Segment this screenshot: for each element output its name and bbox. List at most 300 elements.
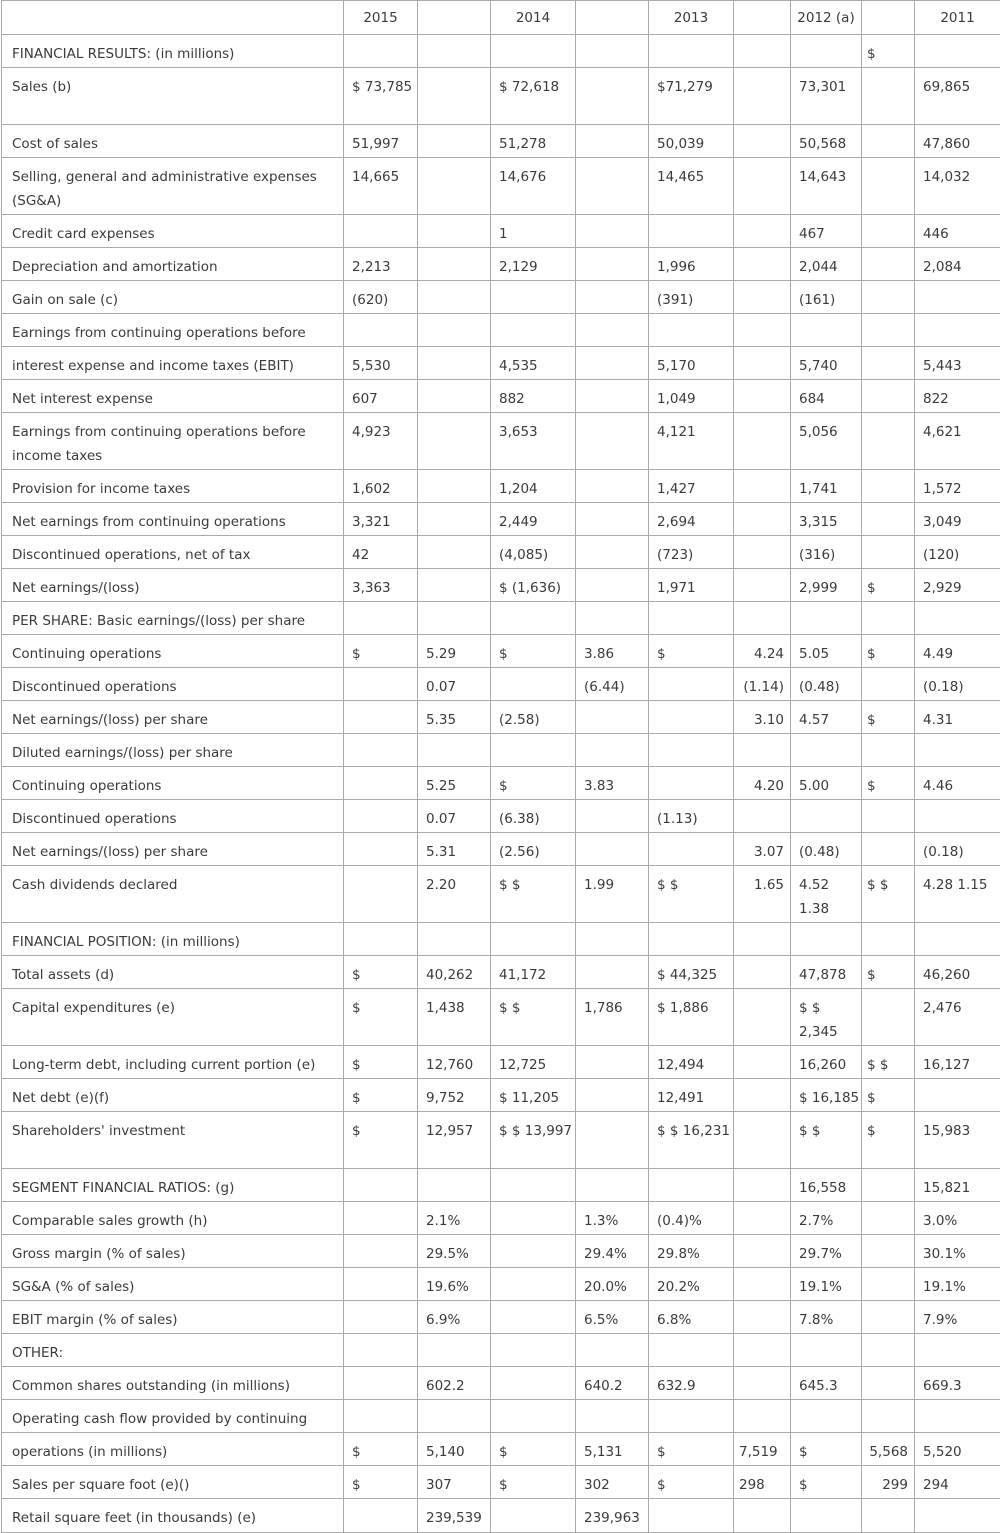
table-cell: 29.4% [576, 1235, 649, 1268]
table-cell [649, 767, 734, 800]
table-cell: $ [344, 989, 418, 1046]
table-cell [491, 1499, 576, 1533]
table-cell [915, 734, 1000, 767]
table-cell [862, 68, 915, 125]
table-cell [418, 1169, 491, 1202]
table-cell [649, 833, 734, 866]
table-cell [734, 68, 791, 125]
table-cell: 446 [915, 215, 1000, 248]
table-cell [418, 380, 491, 413]
table-cell: 239,539 [418, 1499, 491, 1533]
table-cell [418, 125, 491, 158]
table-cell: 2,084 [915, 248, 1000, 281]
table-cell: 7.9% [915, 1301, 1000, 1334]
table-cell [491, 668, 576, 701]
table-cell: 14,643 [791, 158, 862, 215]
table-cell [734, 1301, 791, 1334]
table-cell: 7,519 [734, 1433, 791, 1466]
table-cell [649, 35, 734, 68]
table-cell [734, 1499, 791, 1533]
table-row [2, 569, 1000, 602]
table-cell: $ [649, 1433, 734, 1466]
table-cell: $71,279 [649, 68, 734, 125]
table-cell [344, 1268, 418, 1301]
table-cell: 0.07 [418, 668, 491, 701]
table-cell: 6.9% [418, 1301, 491, 1334]
table-cell: 3,363 [344, 569, 418, 602]
table-cell [862, 1367, 915, 1400]
table-cell [418, 1400, 491, 1433]
table-cell [491, 1268, 576, 1301]
table-cell: $ [791, 1433, 862, 1466]
table-cell: 1,204 [491, 470, 576, 503]
table-cell: $ $ [862, 1046, 915, 1079]
table-cell: 12,491 [649, 1079, 734, 1112]
table-cell [734, 734, 791, 767]
table-cell: 4.28 1.15 [915, 866, 1000, 923]
table-cell: 645.3 [791, 1367, 862, 1400]
table-cell [862, 248, 915, 281]
table-cell: 5.31 [418, 833, 491, 866]
table-cell: 3.0% [915, 1202, 1000, 1235]
header-cell: 2015 [344, 1, 418, 35]
table-cell: 51,278 [491, 125, 576, 158]
table-cell: 882 [491, 380, 576, 413]
table-cell [576, 1334, 649, 1367]
table-cell [734, 125, 791, 158]
table-cell [649, 1400, 734, 1433]
table-cell [491, 602, 576, 635]
table-cell: 6.5% [576, 1301, 649, 1334]
row-label: Comparable sales growth (h) [2, 1202, 344, 1235]
table-cell [576, 536, 649, 569]
table-cell [734, 248, 791, 281]
table-cell [734, 1235, 791, 1268]
row-label: Gross margin (% of sales) [2, 1235, 344, 1268]
table-cell: 1,741 [791, 470, 862, 503]
row-label: operations (in millions) [2, 1433, 344, 1466]
table-cell: 632.9 [649, 1367, 734, 1400]
table-cell [649, 215, 734, 248]
table-cell [734, 470, 791, 503]
table-cell [576, 158, 649, 215]
table-row [2, 1169, 1000, 1202]
table-cell: (0.18) [915, 833, 1000, 866]
table-cell: 4.52 1.38 [791, 866, 862, 923]
table-cell: $ [862, 569, 915, 602]
row-label: Total assets (d) [2, 956, 344, 989]
row-label: Earnings from continuing operations before income taxes [2, 413, 344, 470]
table-cell [734, 281, 791, 314]
row-label: Cash dividends declared [2, 866, 344, 923]
row-label: Diluted earnings/(loss) per share [2, 734, 344, 767]
row-label: SEGMENT FINANCIAL RATIOS: (g) [2, 1169, 344, 1202]
table-cell: 2,999 [791, 569, 862, 602]
table-cell [862, 1301, 915, 1334]
table-cell [418, 602, 491, 635]
table-cell [791, 314, 862, 347]
table-cell: 15,821 [915, 1169, 1000, 1202]
table-cell: 1,996 [649, 248, 734, 281]
table-cell: $ [344, 1433, 418, 1466]
row-label: Net interest expense [2, 380, 344, 413]
table-cell [576, 569, 649, 602]
table-cell: 1.65 [734, 866, 791, 923]
table-cell: $ 73,785 [344, 68, 418, 125]
table-cell: $ [491, 767, 576, 800]
table-cell [649, 1334, 734, 1367]
row-label: Continuing operations [2, 767, 344, 800]
table-cell [576, 923, 649, 956]
table-cell [862, 1235, 915, 1268]
table-cell: 2.1% [418, 1202, 491, 1235]
table-cell [734, 569, 791, 602]
table-row [2, 602, 1000, 635]
table-cell [418, 734, 491, 767]
table-cell [862, 734, 915, 767]
table-cell: 3,315 [791, 503, 862, 536]
table-cell: 16,558 [791, 1169, 862, 1202]
table-cell [344, 1367, 418, 1400]
table-cell [418, 1334, 491, 1367]
table-cell [491, 281, 576, 314]
table-cell: 5.05 [791, 635, 862, 668]
table-row [2, 1301, 1000, 1334]
table-row [2, 413, 1000, 470]
row-label: Sales (b) [2, 68, 344, 125]
table-cell: 4,121 [649, 413, 734, 470]
table-cell [576, 281, 649, 314]
table-cell [734, 1169, 791, 1202]
table-cell [576, 1112, 649, 1169]
table-cell [418, 215, 491, 248]
table-cell: 5,140 [418, 1433, 491, 1466]
table-cell [418, 569, 491, 602]
table-cell: $ $ 16,231 [649, 1112, 734, 1169]
table-cell [734, 1400, 791, 1433]
table-cell [344, 1400, 418, 1433]
table-cell [734, 1079, 791, 1112]
table-cell: 640.2 [576, 1367, 649, 1400]
table-row [2, 380, 1000, 413]
table-cell [734, 602, 791, 635]
table-cell [491, 1367, 576, 1400]
table-row [2, 1400, 1000, 1433]
table-cell [734, 314, 791, 347]
table-cell: $ [862, 35, 915, 68]
table-cell [862, 215, 915, 248]
table-cell: $ 1,886 [649, 989, 734, 1046]
table-cell [344, 1334, 418, 1367]
table-cell: 1 [491, 215, 576, 248]
table-cell: $ [862, 767, 915, 800]
table-cell [576, 1046, 649, 1079]
table-cell [418, 536, 491, 569]
table-cell: (6.44) [576, 668, 649, 701]
table-cell: 19.6% [418, 1268, 491, 1301]
table-cell: 2,129 [491, 248, 576, 281]
table-cell: 4.57 [791, 701, 862, 734]
table-cell: 50,568 [791, 125, 862, 158]
table-cell: 4.24 [734, 635, 791, 668]
table-cell [791, 1334, 862, 1367]
table-cell [791, 602, 862, 635]
table-row [2, 215, 1000, 248]
table-cell: $ [344, 1046, 418, 1079]
row-label: Net earnings/(loss) [2, 569, 344, 602]
table-cell [576, 215, 649, 248]
table-cell: $ [649, 1466, 734, 1499]
table-cell [491, 1202, 576, 1235]
table-cell [344, 1235, 418, 1268]
table-cell [649, 1169, 734, 1202]
table-cell [915, 602, 1000, 635]
table-cell [862, 413, 915, 470]
table-cell: 3.10 [734, 701, 791, 734]
table-cell [915, 314, 1000, 347]
table-cell: 299 [862, 1466, 915, 1499]
table-cell: 46,260 [915, 956, 1000, 989]
table-cell: (0.18) [915, 668, 1000, 701]
table-cell: $ [491, 635, 576, 668]
table-cell: 19.1% [791, 1268, 862, 1301]
table-cell [915, 1079, 1000, 1112]
table-cell: 5.25 [418, 767, 491, 800]
table-row [2, 281, 1000, 314]
table-row [2, 248, 1000, 281]
row-label: Net earnings/(loss) per share [2, 833, 344, 866]
table-cell [915, 923, 1000, 956]
table-cell [734, 347, 791, 380]
table-cell [576, 380, 649, 413]
row-label: Discontinued operations [2, 668, 344, 701]
table-cell [791, 1400, 862, 1433]
table-cell: 14,032 [915, 158, 1000, 215]
row-label: Selling, general and administrative expenses (SG&A) [2, 158, 344, 215]
table-cell: 1,572 [915, 470, 1000, 503]
table-cell: 3.83 [576, 767, 649, 800]
table-cell: (1.13) [649, 800, 734, 833]
table-cell [734, 923, 791, 956]
table-cell: $ [862, 1079, 915, 1112]
table-cell [734, 800, 791, 833]
table-cell: 29.5% [418, 1235, 491, 1268]
table-cell: 12,725 [491, 1046, 576, 1079]
row-label: interest expense and income taxes (EBIT) [2, 347, 344, 380]
table-row [2, 503, 1000, 536]
table-cell [734, 1046, 791, 1079]
table-cell: (620) [344, 281, 418, 314]
table-cell [344, 602, 418, 635]
table-cell: (2.56) [491, 833, 576, 866]
table-row [2, 956, 1000, 989]
table-cell: 1,786 [576, 989, 649, 1046]
table-cell: 2.20 [418, 866, 491, 923]
table-cell: 302 [576, 1466, 649, 1499]
row-label: Gain on sale (c) [2, 281, 344, 314]
table-row [2, 1334, 1000, 1367]
table-cell [862, 1334, 915, 1367]
table-row [2, 347, 1000, 380]
table-cell: 684 [791, 380, 862, 413]
table-cell [576, 68, 649, 125]
table-cell [734, 215, 791, 248]
table-cell: $ [862, 635, 915, 668]
table-cell [344, 767, 418, 800]
table-cell [734, 989, 791, 1046]
table-cell: 14,676 [491, 158, 576, 215]
row-label: Net debt (e)(f) [2, 1079, 344, 1112]
table-row [2, 1268, 1000, 1301]
table-cell [491, 35, 576, 68]
table-cell [418, 503, 491, 536]
table-cell [791, 35, 862, 68]
table-cell [734, 956, 791, 989]
table-cell [862, 536, 915, 569]
table-cell: 298 [734, 1466, 791, 1499]
table-cell [734, 1367, 791, 1400]
table-cell: $ [862, 1112, 915, 1169]
table-cell: 47,860 [915, 125, 1000, 158]
table-cell [418, 158, 491, 215]
table-cell [576, 314, 649, 347]
table-cell: 40,262 [418, 956, 491, 989]
row-label: Credit card expenses [2, 215, 344, 248]
table-cell: 4.49 [915, 635, 1000, 668]
table-cell: 3.07 [734, 833, 791, 866]
table-cell: 822 [915, 380, 1000, 413]
table-row [2, 1079, 1000, 1112]
table-cell [862, 800, 915, 833]
table-row [2, 1046, 1000, 1079]
row-label: Common shares outstanding (in millions) [2, 1367, 344, 1400]
row-label: Sales per square foot (e)() [2, 1466, 344, 1499]
table-row [2, 866, 1000, 923]
table-cell: $ [344, 1112, 418, 1169]
table-cell [915, 1499, 1000, 1533]
table-cell: 4,923 [344, 413, 418, 470]
table-cell: 2,213 [344, 248, 418, 281]
table-cell: 16,260 [791, 1046, 862, 1079]
table-cell [734, 1334, 791, 1367]
table-cell: 2,929 [915, 569, 1000, 602]
table-cell [862, 158, 915, 215]
table-cell [862, 1169, 915, 1202]
row-label: Net earnings/(loss) per share [2, 701, 344, 734]
table-cell [915, 1334, 1000, 1367]
table-cell: 5.29 [418, 635, 491, 668]
table-cell: $ (1,636) [491, 569, 576, 602]
table-cell [576, 413, 649, 470]
table-row [2, 1466, 1000, 1499]
table-cell [649, 602, 734, 635]
table-cell [862, 470, 915, 503]
table-cell: 5,056 [791, 413, 862, 470]
table-cell [862, 125, 915, 158]
table-cell [344, 923, 418, 956]
table-cell [576, 602, 649, 635]
table-row [2, 1112, 1000, 1169]
table-cell: 50,039 [649, 125, 734, 158]
table-cell [418, 347, 491, 380]
table-cell: 5,520 [915, 1433, 1000, 1466]
table-cell: $ 44,325 [649, 956, 734, 989]
table-cell: 73,301 [791, 68, 862, 125]
table-cell [862, 380, 915, 413]
row-label: Earnings from continuing operations before [2, 314, 344, 347]
table-cell [576, 1400, 649, 1433]
table-cell: 2,044 [791, 248, 862, 281]
table-cell: $ [344, 635, 418, 668]
table-cell [915, 800, 1000, 833]
table-cell [576, 800, 649, 833]
row-label: Discontinued operations [2, 800, 344, 833]
table-cell: 42 [344, 536, 418, 569]
table-cell: 5,568 [862, 1433, 915, 1466]
table-cell [344, 866, 418, 923]
table-cell [734, 35, 791, 68]
table-row [2, 923, 1000, 956]
table-cell [344, 1301, 418, 1334]
table-cell: $ 72,618 [491, 68, 576, 125]
table-cell [791, 923, 862, 956]
table-cell [915, 281, 1000, 314]
table-cell: $ [491, 1433, 576, 1466]
table-row [2, 1433, 1000, 1466]
table-cell [418, 281, 491, 314]
table-cell [418, 68, 491, 125]
table-cell [344, 668, 418, 701]
table-cell: 5,530 [344, 347, 418, 380]
table-cell [491, 314, 576, 347]
table-cell: 4.46 [915, 767, 1000, 800]
table-cell [344, 1499, 418, 1533]
table-cell: 2.7% [791, 1202, 862, 1235]
table-cell [915, 1400, 1000, 1433]
table-cell: 41,172 [491, 956, 576, 989]
table-cell: 15,983 [915, 1112, 1000, 1169]
table-cell [862, 1499, 915, 1533]
table-cell [344, 215, 418, 248]
table-row [2, 989, 1000, 1046]
table-cell: 1,049 [649, 380, 734, 413]
table-cell: $ [344, 956, 418, 989]
table-cell [734, 413, 791, 470]
table-cell: 29.8% [649, 1235, 734, 1268]
table-cell: 1.3% [576, 1202, 649, 1235]
table-cell: $ [862, 956, 915, 989]
row-label: FINANCIAL RESULTS: (in millions) [2, 35, 344, 68]
table-cell [418, 35, 491, 68]
table-cell [344, 1202, 418, 1235]
table-cell [915, 35, 1000, 68]
header-cell [418, 1, 491, 35]
header-cell: 2013 [649, 1, 734, 35]
table-row [2, 158, 1000, 215]
table-row [2, 734, 1000, 767]
table-cell [344, 800, 418, 833]
table-cell: 3,049 [915, 503, 1000, 536]
row-label: Discontinued operations, net of tax [2, 536, 344, 569]
table-cell: 1,427 [649, 470, 734, 503]
table-cell [734, 1268, 791, 1301]
table-cell: $ $ [491, 989, 576, 1046]
table-cell [576, 701, 649, 734]
header-cell: 2011 [915, 1, 1000, 35]
table-cell: $ 11,205 [491, 1079, 576, 1112]
row-label: Net earnings from continuing operations [2, 503, 344, 536]
table-cell: (316) [791, 536, 862, 569]
